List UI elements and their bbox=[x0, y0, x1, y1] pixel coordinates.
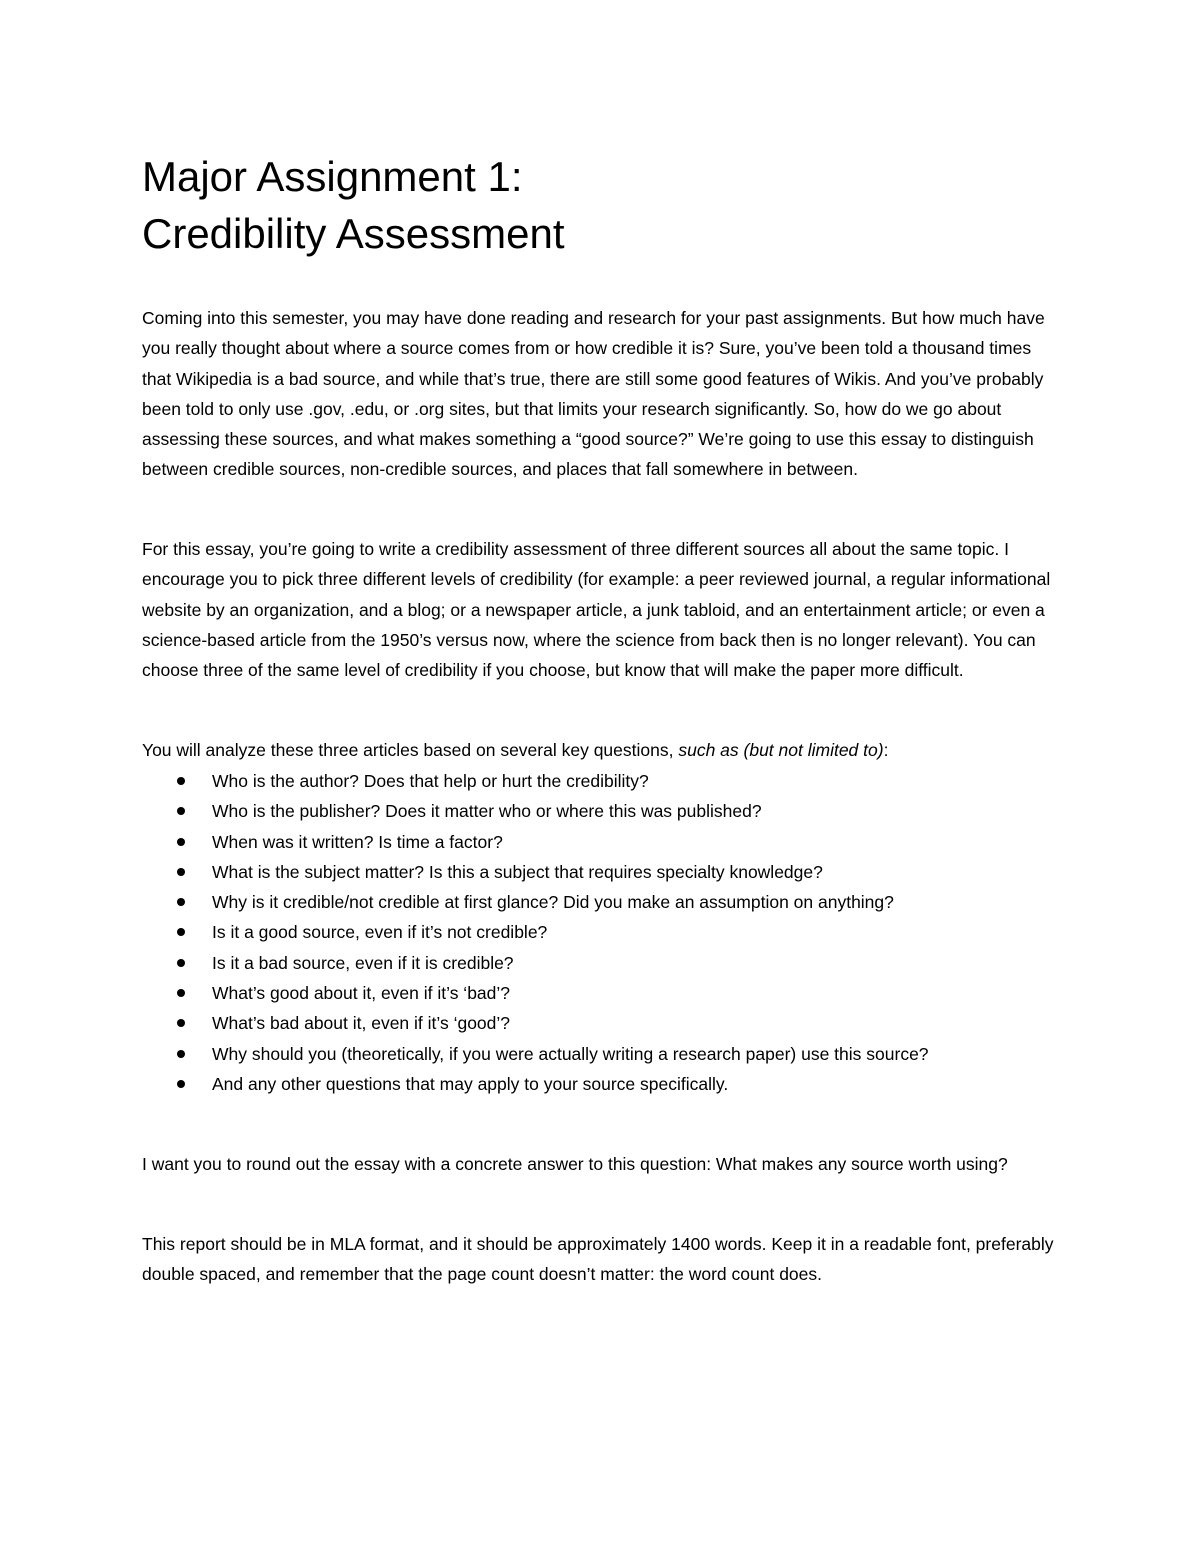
list-item-text: When was it written? Is time a factor? bbox=[212, 831, 503, 852]
list-item bbox=[142, 766, 1062, 796]
bullet-icon bbox=[177, 959, 185, 967]
format-paragraph: This report should be in MLA format, and it should be approximately 1400 words. Keep it in a readable font, preferably double spaced, and remember that the page count doesn’t matter: the word count does. bbox=[142, 1234, 1054, 1285]
page-title bbox=[142, 148, 1062, 262]
title-line-1: Major Assignment 1: bbox=[142, 153, 523, 200]
list-item-text: What’s bad about it, even if it’s ‘good’? bbox=[212, 1013, 511, 1034]
list-item-text: And any other questions that may apply to your source specifically. bbox=[212, 1073, 729, 1094]
analyze-tail-text: : bbox=[883, 740, 889, 760]
list-item bbox=[142, 917, 1062, 947]
bullet-icon bbox=[177, 898, 185, 906]
task-paragraph: For this essay, you’re going to write a credibility assessment of three different sources all about the same topic. I encourage you to pick three different levels of credibility (for example: a peer reviewed journal, a regular informational website by an organization, and a blog; or a newspaper article, a junk tabloid, and an entertainment article; or even a science-based article from the 1950’s versus now, where the science from back then is no longer relevant). You can choose three of the same level of credibility if you choose, but know that will make the paper more difficult. bbox=[142, 539, 1051, 681]
bullet-icon bbox=[177, 1019, 185, 1027]
list-item bbox=[142, 827, 1062, 857]
list-item bbox=[142, 1039, 1062, 1069]
list-item-text: Is it a bad source, even if it is credible? bbox=[212, 952, 514, 973]
list-item bbox=[142, 1008, 1062, 1038]
list-item-text: What’s good about it, even if it’s ‘bad’? bbox=[212, 983, 511, 1004]
list-item-text: Who is the publisher? Does it matter who or where this was published? bbox=[212, 801, 762, 822]
list-item-text: Who is the author? Does that help or hurt the credibility? bbox=[212, 771, 649, 791]
analyze-italic-text: such as (but not limited to) bbox=[678, 740, 884, 760]
list-item bbox=[142, 978, 1062, 1008]
bullet-icon bbox=[177, 1050, 185, 1058]
list-item-text: What is the subject matter? Is this a subject that requires specialty knowledge? bbox=[212, 861, 823, 882]
list-item bbox=[142, 887, 1062, 917]
list-item-text: Why is it credible/not credible at first glance? Did you make an assumption on anything? bbox=[212, 892, 894, 913]
bullet-icon bbox=[177, 989, 185, 997]
questions-list bbox=[142, 766, 1062, 1099]
bullet-icon bbox=[177, 777, 185, 785]
conclusion-paragraph: I want you to round out the essay with a concrete answer to this question: What makes any source worth using? bbox=[142, 1154, 1008, 1174]
analyze-paragraph bbox=[142, 735, 1062, 765]
title-line-2: Credibility Assessment bbox=[142, 210, 565, 257]
bullet-icon bbox=[177, 1080, 185, 1088]
list-item bbox=[142, 857, 1062, 887]
list-item bbox=[142, 796, 1062, 826]
bullet-icon bbox=[177, 868, 185, 876]
analyze-lead-text: You will analyze these three articles based on several key questions, bbox=[142, 740, 679, 760]
list-item-text: Why should you (theoretically, if you were actually writing a research paper) use this source? bbox=[212, 1043, 929, 1064]
bullet-icon bbox=[177, 928, 185, 936]
bullet-icon bbox=[177, 838, 185, 846]
intro-paragraph: Coming into this semester, you may have done reading and research for your past assignments. But how much have you really thought about where a source comes from or how credible it is? Sure, you’ve been told a thousand times that Wikipedia is a bad source, and while that’s true, there are still some good features of Wikis. And you’ve probably been told to only use .gov, .edu, or .org sites, but that limits your research significantly. So, how do we go about assessing these sources, and what makes something a “good source?” We’re going to use this essay to distinguish between credible sources, non-credible sources, and places that fall somewhere in between. bbox=[142, 308, 1045, 480]
list-item bbox=[142, 1069, 1062, 1099]
list-item-text: Is it a good source, even if it’s not credible? bbox=[212, 922, 548, 943]
bullet-icon bbox=[177, 807, 185, 815]
list-item bbox=[142, 948, 1062, 978]
